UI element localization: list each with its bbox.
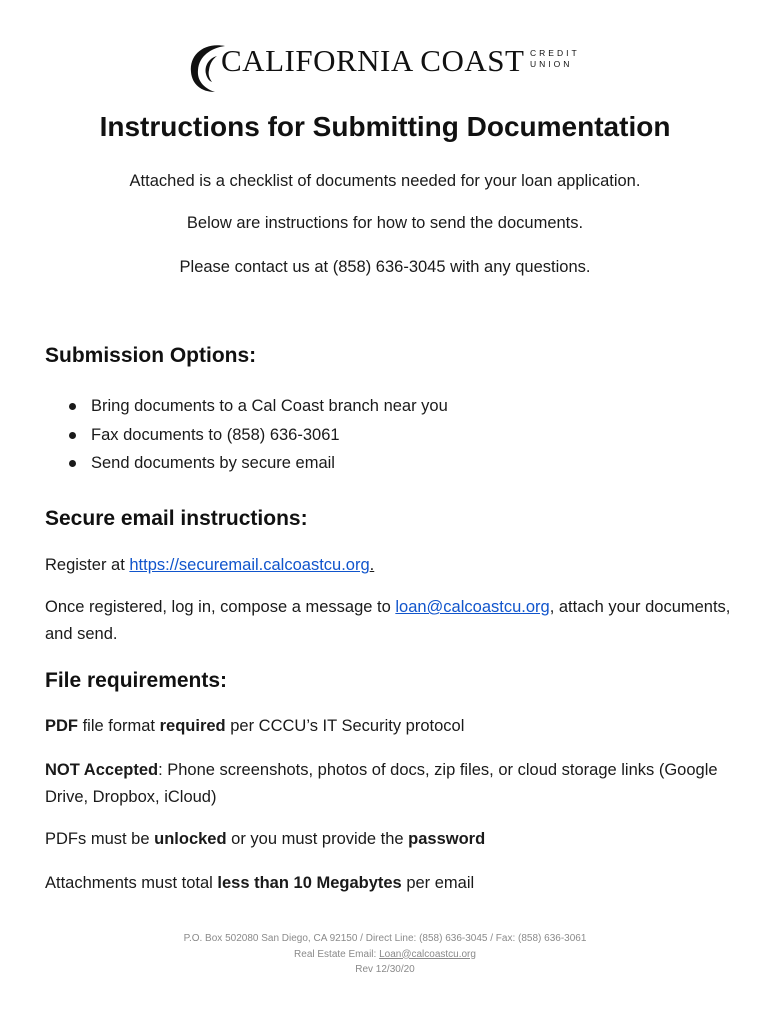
california-coast-logo: [185, 40, 585, 96]
not-accepted-text: : Phone screenshots, photos of docs, zip files, or cloud storage links (Google Drive, Dropbox, iCloud): [45, 761, 718, 806]
intro-line-2: Below are instructions for how to send the documents.: [186, 214, 584, 232]
footer-address: P.O. Box 502080 San Diego, CA 92150 / Direct Line: (858) 636-3045 / Fax: (858) 636-3061: [183, 933, 587, 944]
attachment-end: per email: [401, 874, 475, 892]
intro-line-1: Attached is a checklist of documents needed for your loan application.: [129, 172, 641, 190]
attachment-size-requirement: [45, 870, 735, 897]
footer-email-link[interactable]: Loan@calcoastcu.org: [379, 948, 476, 960]
bullet-icon: [69, 460, 76, 467]
option-text: Send documents by secure email: [91, 454, 335, 472]
secure-email-heading: Secure email instructions:: [45, 507, 308, 530]
bullet-icon: [69, 403, 76, 410]
list-item: [45, 421, 448, 450]
list-item: [45, 392, 448, 421]
logo-wordmark: CALIFORNIA COAST: [221, 43, 525, 78]
compose-paragraph: [45, 594, 735, 648]
not-accepted-requirement: [45, 757, 735, 811]
pdf-mid: file format: [78, 717, 160, 735]
list-item: [45, 449, 448, 478]
password-bold: password: [408, 830, 486, 848]
submission-options-list: [45, 392, 448, 478]
register-prefix: Register at: [45, 556, 130, 574]
option-text: Bring documents to a Cal Coast branch near you: [91, 397, 448, 415]
register-paragraph: [45, 552, 735, 579]
logo-subtitle: [530, 48, 580, 70]
unlocked-bold: unlocked: [154, 830, 227, 848]
unlocked-mid: or you must provide the: [226, 830, 409, 848]
required-bold: required: [159, 717, 226, 735]
footer-email-line: [0, 947, 770, 963]
register-suffix: .: [369, 556, 375, 574]
unlocked-start: PDFs must be: [45, 830, 155, 848]
pdf-requirement: [45, 713, 735, 740]
footer-revision: Rev 12/30/20: [355, 964, 415, 975]
bullet-icon: [69, 432, 76, 439]
logo-sub-line2: UNION: [530, 59, 573, 69]
size-limit-bold: less than 10 Megabytes: [217, 874, 402, 892]
loan-email-link[interactable]: loan@calcoastcu.org: [395, 598, 550, 616]
not-accepted-bold: NOT Accepted: [45, 761, 159, 779]
unlocked-requirement: [45, 826, 735, 853]
footer-email-prefix: Real Estate Email:: [294, 948, 380, 960]
submission-options-heading: Submission Options:: [45, 344, 257, 367]
pdf-end: per CCCU’s IT Security protocol: [225, 717, 465, 735]
pdf-bold: PDF: [45, 717, 78, 735]
page-footer: [0, 931, 770, 978]
intro-line-3: Please contact us at (858) 636-3045 with any questions.: [179, 258, 591, 276]
option-text: Fax documents to (858) 636-3061: [91, 425, 340, 444]
page-title: Instructions for Submitting Documentation: [99, 111, 671, 142]
compose-prefix: Once registered, log in, compose a message to: [45, 598, 396, 616]
securemail-link[interactable]: https://securemail.calcoastcu.org: [129, 556, 370, 574]
logo-sub-line1: CREDIT: [530, 48, 580, 58]
file-requirements-heading: File requirements:: [45, 669, 228, 692]
compose-suffix: , attach your documents, and send.: [45, 598, 731, 643]
attachment-start: Attachments must total: [45, 874, 218, 892]
